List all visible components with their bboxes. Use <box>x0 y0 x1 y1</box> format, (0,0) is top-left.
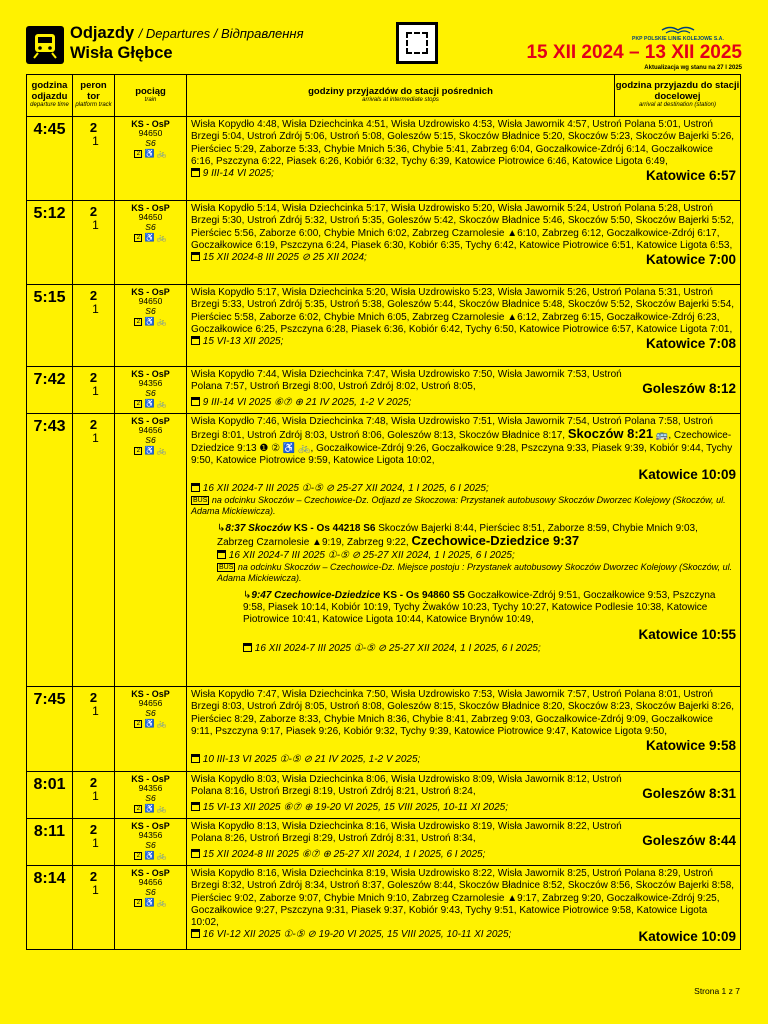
table-row[interactable] <box>27 866 741 950</box>
departures-table <box>26 74 741 950</box>
connection-destination: Czechowice-Dziedzice 9:37 <box>411 533 580 549</box>
second-class-icon: 2 <box>134 447 142 455</box>
calendar-icon <box>191 336 200 345</box>
wheelchair-icon: ♿ <box>144 850 155 860</box>
pkp-logo-icon <box>658 24 698 36</box>
train-cell <box>115 687 187 772</box>
connection-departure: 8:37 Skoczów <box>225 523 291 535</box>
validity-period: 15 XII 2024 – 13 XII 2025 <box>526 42 742 63</box>
column-header-stops: godziny przyjazdów do stacji pośrednich arrivals at intermediate stops <box>187 75 615 117</box>
train-category: KS - OsP <box>131 821 170 831</box>
train-amenities <box>115 446 186 456</box>
connection-2: ↳9:47 Czechowice-Dziedzice KS - Os 94860 S5 Goczałkowice-Zdrój 9:51, Goczałkowice 9:53, Pszczyna 9:58, Piasek 10:14, Kobiór 10:19, Tychy Żwaków 10:23, Tychy 10:27, Katowice Podlesie 10:38, Katowice Piotrowice 10:41, Katowice Ligota 10:44, Katowice Brynów 10:49, Katowice 10:55 16 XII 2024-7 III 2025 ①-⑤ ⊘ 25-27 XII 2024, 1 I 2025, 6 I 2025; <box>243 589 736 654</box>
service-note: na odcinku Skoczów – Czechowice-Dz. Odjazd ze Skoczowa: Przystanek autobusowy Skoczów Dworzec Kolejowy (Skoczów, ul. Adama Mickiewicza). <box>191 495 726 517</box>
operating-days: 9 III-14 VI 2025 ⑥⑦ ⊕ 21 IV 2025, 1-2 V 2025; <box>202 397 412 408</box>
operator-logo <box>614 24 742 42</box>
wheelchair-icon: ♿ <box>144 232 155 242</box>
platform-number: 2 <box>89 120 98 135</box>
destination: Katowice 7:00 <box>645 252 736 268</box>
station-name: Wisła Głębce <box>70 44 173 62</box>
destination: Katowice 10:09 <box>638 467 736 483</box>
train-cell <box>115 772 187 819</box>
connection-destination: Katowice 10:55 <box>638 626 736 642</box>
train-category: KS - OsP <box>131 119 170 129</box>
wheelchair-icon: ♿ <box>144 718 155 728</box>
bus-icon: 🚌 <box>655 430 669 442</box>
destination: Goleszów 8:12 <box>642 381 736 396</box>
departure-time: 8:01 <box>27 772 73 819</box>
platform-cell <box>73 117 115 201</box>
platform-cell <box>73 866 115 950</box>
train-cell <box>115 866 187 950</box>
calendar-icon <box>191 929 200 938</box>
bicycle-icon: 🚲 <box>156 850 167 860</box>
destination: Goleszów 8:44 <box>642 833 736 848</box>
track-number: 1 <box>92 430 99 445</box>
wheelchair-icon: ♿ <box>144 148 155 158</box>
operating-days: 15 VI-13 XII 2025 ⑥⑦ ⊕ 19-20 VI 2025, 15 VIII 2025, 10-11 XI 2025; <box>202 802 508 813</box>
departure-time: 8:11 <box>27 819 73 866</box>
train-category: KS - OsP <box>131 203 170 213</box>
title-main: Odjazdy <box>70 24 135 42</box>
track-number: 1 <box>92 133 99 148</box>
departure-time: 7:45 <box>27 687 73 772</box>
platform-number: 2 <box>89 690 98 705</box>
track-number: 1 <box>92 835 99 850</box>
column-header-time: godzina odjazdu departure time <box>27 75 73 117</box>
intermediate-stops: Wisła Kopydło 5:14, Wisła Dziechcinka 5:17, Wisła Uzdrowisko 5:20, Wisła Jawornik 5:24, Ustroń Polana 5:28, Ustroń Brzegi 5:30, Ustroń Zdrój 5:32, Ustroń 5:35, Goleszów 5:42, Skoczów Bładnice 5:46, Skoczów 5:50, Skoczów Bajerki 5:52, Pierściec 5:56, Zaborze 6:00, Chybie Mnich 6:02, Zabrzeg Czarnolesie ▲6:10, Zabrzeg 6:12, Goczałkowice-Zdrój 6:17, Goczałkowice 6:19, Pszczyna 6:24, Piasek 6:30, Kobiór 6:35, Tychy 6:42, Katowice Piotrowice 6:51, Katowice Ligota 6:53, <box>191 203 735 251</box>
train-icon <box>26 26 64 64</box>
page-number: Strona 1 z 7 <box>694 986 740 996</box>
table-row[interactable] <box>27 687 741 772</box>
stops-cell <box>187 819 741 866</box>
stops-cell <box>187 285 741 367</box>
platform-number: 2 <box>89 869 98 884</box>
destination: Katowice 9:58 <box>645 738 736 754</box>
destination: Katowice 6:57 <box>645 168 736 184</box>
column-header-train: pociąg train <box>115 75 187 117</box>
connection-stops: Goczałkowice-Zdrój 9:51, Goczałkowice 9:53, Pszczyna 9:58, Piasek 10:14, Kobiór 10:19, Tychy Żwaków 10:23, Tychy 10:27, Katowice Podlesie 10:38, Katowice Piotrowice 10:41, Katowice Ligota 10:44, Katowice Brynów 10:49, <box>243 589 716 626</box>
table-row[interactable] <box>27 414 741 687</box>
intermediate-stops: Wisła Kopydło 7:44, Wisła Dziechcinka 7:47, Wisła Uzdrowisko 7:50, Wisła Jawornik 7:53, Ustroń Polana 7:57, Ustroń Brzegi 8:00, Ustroń Zdrój 8:02, Ustroń 8:05, <box>191 369 622 393</box>
second-class-icon: 2 <box>134 899 142 907</box>
bicycle-icon: 🚲 <box>156 398 167 408</box>
track-number: 1 <box>92 217 99 232</box>
departure-time: 5:12 <box>27 201 73 285</box>
stops-cell <box>187 414 741 687</box>
stops-cell <box>187 866 741 950</box>
train-category: KS - OsP <box>131 774 170 784</box>
stops-cell <box>187 117 741 201</box>
calendar-icon <box>191 397 200 406</box>
intermediate-stops: Wisła Kopydło 5:17, Wisła Dziechcinka 5:20, Wisła Uzdrowisko 5:23, Wisła Jawornik 5:26, Ustroń Polana 5:31, Ustroń Brzegi 5:33, Ustroń Zdrój 5:35, Ustroń 5:38, Goleszów 5:44, Skoczów Bładnice 5:48, Skoczów 5:52, Skoczów Bajerki 5:54, Pierściec 5:58, Zaborze 6:02, Chybie Mnich 6:05, Zabrzeg Czarnolesie ▲6:12, Zabrzeg 6:15, Goczałkowice-Zdrój 6:23, Goczałkowice 6:25, Pszczyna 6:28, Piasek 6:36, Kobiór 6:42, Tychy 6:50, Katowice Piotrowice 6:57, Katowice Ligota 7:01, <box>191 287 735 335</box>
destination: Goleszów 8:31 <box>642 786 736 801</box>
train-cell <box>115 819 187 866</box>
connection-train: KS - Os 94860 S5 <box>383 589 465 601</box>
calendar-icon <box>191 252 200 261</box>
wheelchair-icon: ♿ <box>144 803 155 813</box>
column-header-destination: godzina przyjazdu do stacji docelowej arrival at destination (station) <box>615 75 741 117</box>
second-class-icon: 2 <box>134 234 142 242</box>
train-cell <box>115 285 187 367</box>
bicycle-icon: 🚲 <box>156 232 167 242</box>
calendar-icon <box>191 802 200 811</box>
bicycle-icon: 🚲 <box>156 148 167 158</box>
train-number: 94656 <box>138 425 163 436</box>
operator-name: PKP POLSKIE LINIE KOLEJOWE S.A. <box>632 36 724 42</box>
calendar-icon <box>191 168 200 177</box>
second-class-icon: 2 <box>134 720 142 728</box>
train-line: S6 <box>145 435 156 446</box>
change-station: Skoczów 8:21 <box>567 426 654 442</box>
calendar-icon <box>191 754 200 763</box>
train-number: 94356 <box>138 783 163 794</box>
page-title <box>70 24 304 43</box>
platform-number: 2 <box>89 775 98 790</box>
connection-stops: Skoczów Bajerki 8:44, Pierściec 8:51, Zaborze 8:59, Chybie Mnich 9:03, Zabrzeg Czarnolesie ▲9:19, Zabrzeg 9:22, <box>217 523 698 549</box>
second-class-icon: 2 <box>134 318 142 326</box>
train-cell <box>115 414 187 687</box>
platform-cell <box>73 819 115 866</box>
train-amenities <box>115 399 186 409</box>
connection-departure: 9:47 Czechowice-Dziedzice <box>251 589 381 601</box>
table-row[interactable] <box>27 201 741 285</box>
intermediate-stops: Wisła Kopydło 7:46, Wisła Dziechcinka 7:48, Wisła Uzdrowisko 7:51, Wisła Jawornik 7:54, Ustroń Polana 7:58, Ustroń Brzegi 8:01, Ustroń Zdrój 8:03, Ustroń 8:06, Goleszów 8:13, Skoczów Bładnice 8:17, <box>191 416 713 442</box>
bicycle-icon: 🚲 <box>156 316 167 326</box>
track-number: 1 <box>92 882 99 897</box>
intermediate-stops: Wisła Kopydło 8:16, Wisła Dziechcinka 8:19, Wisła Uzdrowisko 8:22, Wisła Jawornik 8:25, Ustroń Polana 8:29, Ustroń Brzegi 8:32, Ustroń Zdrój 8:34, Ustroń 8:37, Goleszów 8:44, Skoczów Bładnice 8:52, Skoczów 8:56, Skoczów Bajerki 8:58, Pierściec 9:02, Zaborze 9:07, Chybie Mnich 9:10, Zabrzeg Czarnolesie ▲9:17, Zabrzeg 9:20, Goczałkowice-Zdrój 9:25, Goczałkowice 9:27, Pszczyna 9:31, Piasek 9:37, Kobiór 9:43, Tychy 9:51, Katowice Piotrowice 9:58, Katowice Ligota 10:02, <box>191 868 735 929</box>
train-category: KS - OsP <box>131 287 170 297</box>
operating-days: 15 VI-13 XII 2025; <box>202 336 284 348</box>
operating-days: 9 III-14 VI 2025; <box>202 168 274 180</box>
calendar-icon <box>191 849 200 858</box>
table-row[interactable] <box>27 367 741 414</box>
table-row[interactable] <box>27 117 741 201</box>
train-amenities <box>115 851 186 861</box>
train-number: 94656 <box>138 698 163 709</box>
train-amenities <box>115 317 186 327</box>
bus-icon: BUS <box>219 563 234 571</box>
table-row[interactable] <box>27 819 741 866</box>
bus-icon: BUS <box>193 497 208 505</box>
platform-cell <box>73 201 115 285</box>
train-amenities <box>115 149 186 159</box>
table-header-row <box>27 75 741 117</box>
train-line: S6 <box>145 388 156 399</box>
train-number: 94650 <box>138 296 163 307</box>
train-amenities <box>115 719 186 729</box>
train-number: 94356 <box>138 378 163 389</box>
departure-time: 7:42 <box>27 367 73 414</box>
connection-days: 16 XII 2024-7 III 2025 ①-⑤ ⊘ 25-27 XII 2024, 1 I 2025, 6 I 2025; <box>254 642 541 654</box>
wheelchair-icon: ♿ <box>144 316 155 326</box>
second-class-icon: 2 <box>134 805 142 813</box>
connection-days: 16 XII 2024-7 III 2025 ①-⑤ ⊘ 25-27 XII 2024, 1 I 2025, 6 I 2025; <box>228 549 515 561</box>
wheelchair-icon: ♿ <box>144 445 155 455</box>
bicycle-icon: 🚲 <box>156 803 167 813</box>
connection-note: na odcinku Skoczów – Czechowice-Dz. Miejsce postoju : Przystanek autobusowy Skoczów Dworzec Kolejowy (Skoczów, ul. Adama Mickiewicza). <box>217 561 733 583</box>
departure-time: 8:14 <box>27 866 73 950</box>
departure-time: 5:15 <box>27 285 73 367</box>
track-number: 1 <box>92 788 99 803</box>
platform-cell <box>73 687 115 772</box>
operating-days: 16 XII 2024-7 III 2025 ①-⑤ ⊘ 25-27 XII 2024, 1 I 2025, 6 I 2025; <box>202 483 489 495</box>
update-note: Aktualizacja wg stanu na 27 I 2025 <box>644 65 742 71</box>
bicycle-icon: 🚲 <box>156 897 167 907</box>
platform-cell <box>73 414 115 687</box>
operating-days: 10 III-13 VI 2025 ①-⑤ ⊘ 21 IV 2025, 1-2 V 2025; <box>202 754 421 766</box>
platform-cell <box>73 367 115 414</box>
train-line: S6 <box>145 793 156 804</box>
intermediate-stops: Wisła Kopydło 7:47, Wisła Dziechcinka 7:50, Wisła Uzdrowisko 7:53, Wisła Jawornik 7:57, Ustroń Polana 8:01, Ustroń Brzegi 8:03, Ustroń Zdrój 8:05, Ustroń 8:08, Goleszów 8:15, Skoczów Bładnice 8:20, Skoczów 8:23, Skoczów Bajerki 8:26, Pierściec 8:29, Zaborze 8:33, Chybie Mnich 8:36, Chybie 8:41, Zabrzeg 9:03, Goczałkowice-Zdrój 9:09, Goczałkowice 9:11, Pszczyna 9:17, Piasek 9:26, Kobiór 9:32, Tychy 9:39, Katowice Piotrowice 9:47, Katowice Ligota 9:50, <box>191 689 735 737</box>
track-number: 1 <box>92 301 99 316</box>
intermediate-stops-continued: , Czechowice-Dziedzice 9:13 ❶ ② ♿ 🚲, Goczałkowice-Zdrój 9:26, Goczałkowice 9:28, Pszczyna 9:33, Piasek 9:39, Kobiór 9:44, Tychy 9:50, Katowice Piotrowice 9:59, Katowice Ligota 10:02, <box>191 430 733 466</box>
train-amenities <box>115 898 186 908</box>
header <box>26 18 742 74</box>
train-amenities <box>115 233 186 243</box>
train-cell <box>115 367 187 414</box>
train-number: 94650 <box>138 212 163 223</box>
stops-cell <box>187 201 741 285</box>
destination: Katowice 7:08 <box>645 336 736 352</box>
train-line: S6 <box>145 840 156 851</box>
platform-cell <box>73 772 115 819</box>
connection-1: ↳8:37 Skoczów KS - Os 44218 S6 Skoczów Bajerki 8:44, Pierściec 8:51, Zaborze 8:59, Chybie Mnich 9:03, Zabrzeg Czarnolesie ▲9:19, Zabrzeg 9:22, Czechowice-Dziedzice 9:37 16 XII 2024-7 III 2025 ①-⑤ ⊘ 25-27 XII 2024, 1 I 2025, 6 I 2025; BUS na odcinku Skoczów – Czechowice-Dz. Miejsce postoju : Przystanek autobusowy Skoczów Dworzec Kolejowy (Skoczów, ul. Adama Mickiewicza). <box>217 523 733 583</box>
destination: Katowice 10:09 <box>638 929 736 945</box>
qr-code-placeholder[interactable] <box>396 22 438 64</box>
train-line: S6 <box>145 222 156 233</box>
train-cell <box>115 117 187 201</box>
train-number: 94650 <box>138 128 163 139</box>
table-row[interactable] <box>27 285 741 367</box>
connection-train: KS - Os 44218 S6 <box>293 523 376 535</box>
table-row[interactable] <box>27 772 741 819</box>
calendar-icon <box>191 483 200 492</box>
platform-number: 2 <box>89 370 98 385</box>
stops-cell <box>187 687 741 772</box>
wheelchair-icon: ♿ <box>144 398 155 408</box>
train-cell <box>115 201 187 285</box>
train-category: KS - OsP <box>131 868 170 878</box>
train-amenities <box>115 804 186 814</box>
second-class-icon: 2 <box>134 150 142 158</box>
platform-number: 2 <box>89 822 98 837</box>
operating-days: 15 XII 2024-8 III 2025 ⊘ 25 XII 2024; <box>202 252 367 264</box>
platform-number: 2 <box>89 204 98 219</box>
calendar-icon <box>217 550 226 559</box>
departure-time: 7:43 <box>27 414 73 687</box>
second-class-icon: 2 <box>134 400 142 408</box>
stops-cell <box>187 772 741 819</box>
intermediate-stops: Wisła Kopydło 8:13, Wisła Dziechcinka 8:16, Wisła Uzdrowisko 8:19, Wisła Jawornik 8:22, Ustroń Polana 8:26, Ustroń Brzegi 8:29, Ustroń Zdrój 8:31, Ustroń 8:34, <box>191 821 622 845</box>
train-category: KS - OsP <box>131 416 170 426</box>
intermediate-stops: Wisła Kopydło 8:03, Wisła Dziechcinka 8:06, Wisła Uzdrowisko 8:09, Wisła Jawornik 8:12, Ustroń Polana 8:16, Ustroń Brzegi 8:19, Ustroń Zdrój 8:21, Ustroń 8:24, <box>191 774 622 798</box>
calendar-icon <box>243 643 252 652</box>
column-header-platform: peron tor platform track <box>73 75 115 117</box>
train-category: KS - OsP <box>131 369 170 379</box>
train-line: S6 <box>145 138 156 149</box>
operating-days: 15 XII 2024-8 III 2025 ⑥⑦ ⊕ 25-27 XII 2024, 1 I 2025, 6 I 2025; <box>202 849 486 860</box>
bicycle-icon: 🚲 <box>156 445 167 455</box>
train-line: S6 <box>145 306 156 317</box>
track-number: 1 <box>92 703 99 718</box>
train-number: 94656 <box>138 877 163 888</box>
second-class-icon: 2 <box>134 852 142 860</box>
platform-number: 2 <box>89 288 98 303</box>
train-line: S6 <box>145 887 156 898</box>
title-languages: / Departures / Відправлення <box>138 26 304 41</box>
track-number: 1 <box>92 383 99 398</box>
train-category: KS - OsP <box>131 689 170 699</box>
bicycle-icon: 🚲 <box>156 718 167 728</box>
train-number: 94356 <box>138 830 163 841</box>
platform-number: 2 <box>89 417 98 432</box>
wheelchair-icon: ♿ <box>144 897 155 907</box>
intermediate-stops: Wisła Kopydło 4:48, Wisła Dziechcinka 4:51, Wisła Uzdrowisko 4:53, Wisła Jawornik 4:57, Ustroń Polana 5:01, Ustroń Brzegi 5:04, Ustroń Zdrój 5:06, Ustroń 5:08, Goleszów 5:15, Skoczów Bładnice 5:20, Skoczów 5:23, Skoczów Bajerki 5:26, Pierściec 5:29, Zaborze 5:33, Chybie Mnich 5:36, Chybie 5:41, Zabrzeg 6:04, Goczałkowice-Zdrój 6:14, Goczałkowice 6:16, Pszczyna 6:22, Piasek 6:26, Kobiór 6:32, Tychy 6:39, Katowice Piotrowice 6:46, Katowice Ligota 6:49, <box>191 119 735 167</box>
stops-cell <box>187 367 741 414</box>
train-line: S6 <box>145 708 156 719</box>
operating-days: 16 VI-12 XII 2025 ①-⑤ ⊘ 19-20 VI 2025, 15 VIII 2025, 10-11 XI 2025; <box>202 929 512 941</box>
platform-cell <box>73 285 115 367</box>
departure-time: 4:45 <box>27 117 73 201</box>
